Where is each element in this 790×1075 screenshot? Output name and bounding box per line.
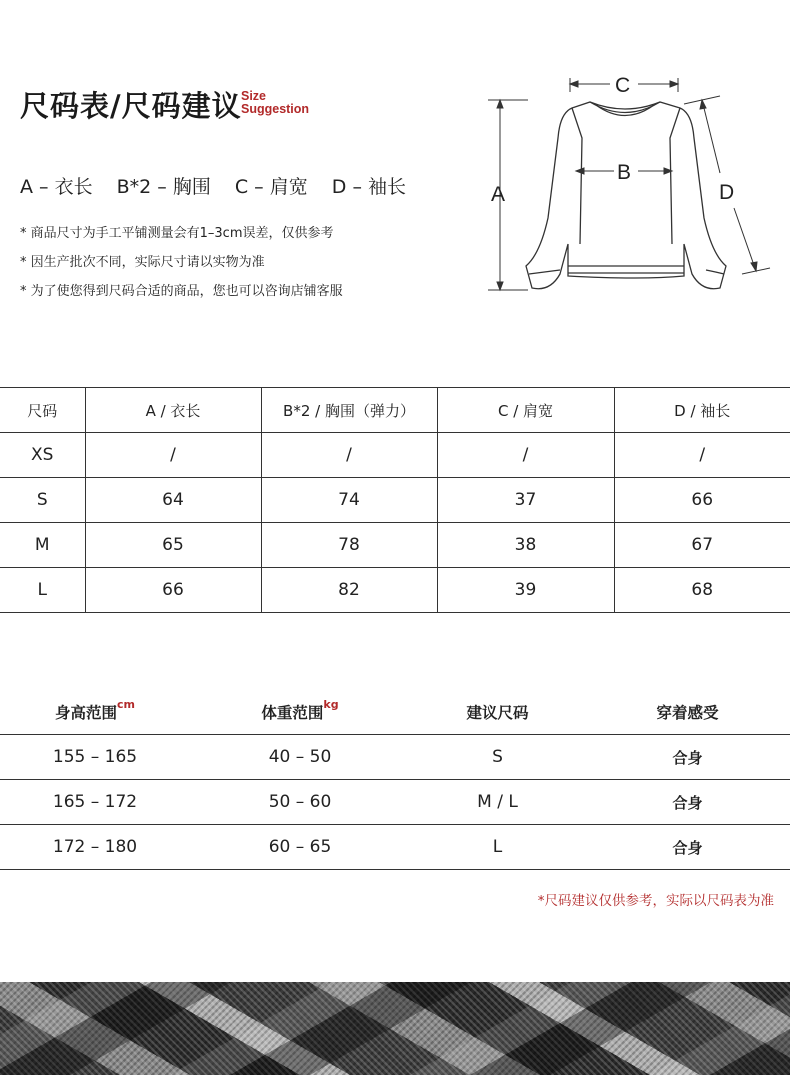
table-cell: S bbox=[0, 478, 85, 523]
table-cell: XS bbox=[0, 433, 85, 478]
page-title: 尺码表/尺码建议 bbox=[20, 89, 242, 123]
legend-d: D – 袖长 bbox=[331, 176, 406, 198]
unit-kg: kg bbox=[323, 697, 339, 711]
diagram-label-d: D bbox=[719, 181, 735, 204]
table-cell: / bbox=[261, 433, 437, 478]
rec-fit: 合身 bbox=[585, 780, 790, 825]
diagram-label-a: A bbox=[491, 183, 506, 206]
rec-fit: 合身 bbox=[585, 735, 790, 780]
table-cell: 37 bbox=[437, 478, 614, 523]
legend-c: C – 肩宽 bbox=[234, 176, 308, 198]
rec-height: 155 – 165 bbox=[0, 735, 190, 780]
table-cell: / bbox=[85, 433, 261, 478]
table-cell: L bbox=[0, 568, 85, 613]
sweatshirt-outline bbox=[526, 102, 726, 289]
header-size: 尺码 bbox=[0, 388, 85, 433]
header-weight: 体重范围$^{kg}$ bbox=[190, 690, 410, 735]
header-length: A / 衣长 bbox=[85, 388, 261, 433]
table-cell: 67 bbox=[614, 523, 790, 568]
size-table bbox=[0, 387, 790, 613]
page-title-english bbox=[241, 90, 309, 116]
header-sleeve: D / 袖长 bbox=[614, 388, 790, 433]
table-cell: / bbox=[614, 433, 790, 478]
rec-height: 165 – 172 bbox=[0, 780, 190, 825]
rec-row bbox=[0, 780, 790, 825]
table-header-row bbox=[0, 388, 790, 433]
header-shoulder: C / 肩宽 bbox=[437, 388, 614, 433]
rec-weight: 50 – 60 bbox=[190, 780, 410, 825]
plaid-fabric-image bbox=[0, 982, 790, 1075]
table-row bbox=[0, 568, 790, 613]
legend-b: B*2 – 胸围 bbox=[116, 176, 211, 198]
note-item: * 为了使您得到尺码合适的商品，您也可以咨询店铺客服 bbox=[20, 284, 343, 299]
table-cell: 66 bbox=[85, 568, 261, 613]
table-cell: M bbox=[0, 523, 85, 568]
header-suggested-size: 建议尺码 bbox=[410, 690, 585, 735]
table-cell: 64 bbox=[85, 478, 261, 523]
note-item: * 商品尺寸为手工平铺测量会有1–3cm误差，仅供参考 bbox=[20, 226, 334, 241]
rec-row bbox=[0, 735, 790, 780]
table-cell: 74 bbox=[261, 478, 437, 523]
table-row bbox=[0, 478, 790, 523]
title-en-line2: Suggestion bbox=[241, 102, 310, 116]
rec-fit: 合身 bbox=[585, 825, 790, 870]
table-cell: 65 bbox=[85, 523, 261, 568]
neckline bbox=[590, 102, 660, 116]
diagram-label-b: B bbox=[617, 161, 632, 184]
rec-weight: 60 – 65 bbox=[190, 825, 410, 870]
table-cell: 82 bbox=[261, 568, 437, 613]
title-en-line1: Size bbox=[241, 89, 267, 103]
size-recommendation-table bbox=[0, 690, 790, 870]
rec-size: S bbox=[410, 735, 585, 780]
table-row bbox=[0, 523, 790, 568]
table-cell: / bbox=[437, 433, 614, 478]
rec-header-row bbox=[0, 690, 790, 735]
legend-a: A – 衣长 bbox=[20, 176, 93, 198]
unit-cm: cm bbox=[117, 697, 135, 711]
rec-height: 172 – 180 bbox=[0, 825, 190, 870]
measurement-legend bbox=[20, 172, 424, 199]
header-chest: B*2 / 胸围（弹力） bbox=[261, 388, 437, 433]
table-row bbox=[0, 433, 790, 478]
table-cell: 39 bbox=[437, 568, 614, 613]
table-cell: 78 bbox=[261, 523, 437, 568]
table-cell: 68 bbox=[614, 568, 790, 613]
table-cell: 38 bbox=[437, 523, 614, 568]
header-height: 身高范围$^{cm}$ bbox=[0, 690, 190, 735]
table-cell: 66 bbox=[614, 478, 790, 523]
diagram-label-c: C bbox=[615, 74, 631, 97]
sweatshirt-diagram bbox=[480, 68, 780, 298]
note-item: * 因生产批次不同，实际尺寸请以实物为准 bbox=[20, 255, 265, 270]
measurement-notes bbox=[20, 222, 343, 309]
disclaimer: *尺码建议仅供参考，实际以尺码表为准 bbox=[537, 893, 774, 909]
rec-weight: 40 – 50 bbox=[190, 735, 410, 780]
rec-size: L bbox=[410, 825, 585, 870]
rec-row bbox=[0, 825, 790, 870]
rec-size: M / L bbox=[410, 780, 585, 825]
header-fit: 穿着感受 bbox=[585, 690, 790, 735]
